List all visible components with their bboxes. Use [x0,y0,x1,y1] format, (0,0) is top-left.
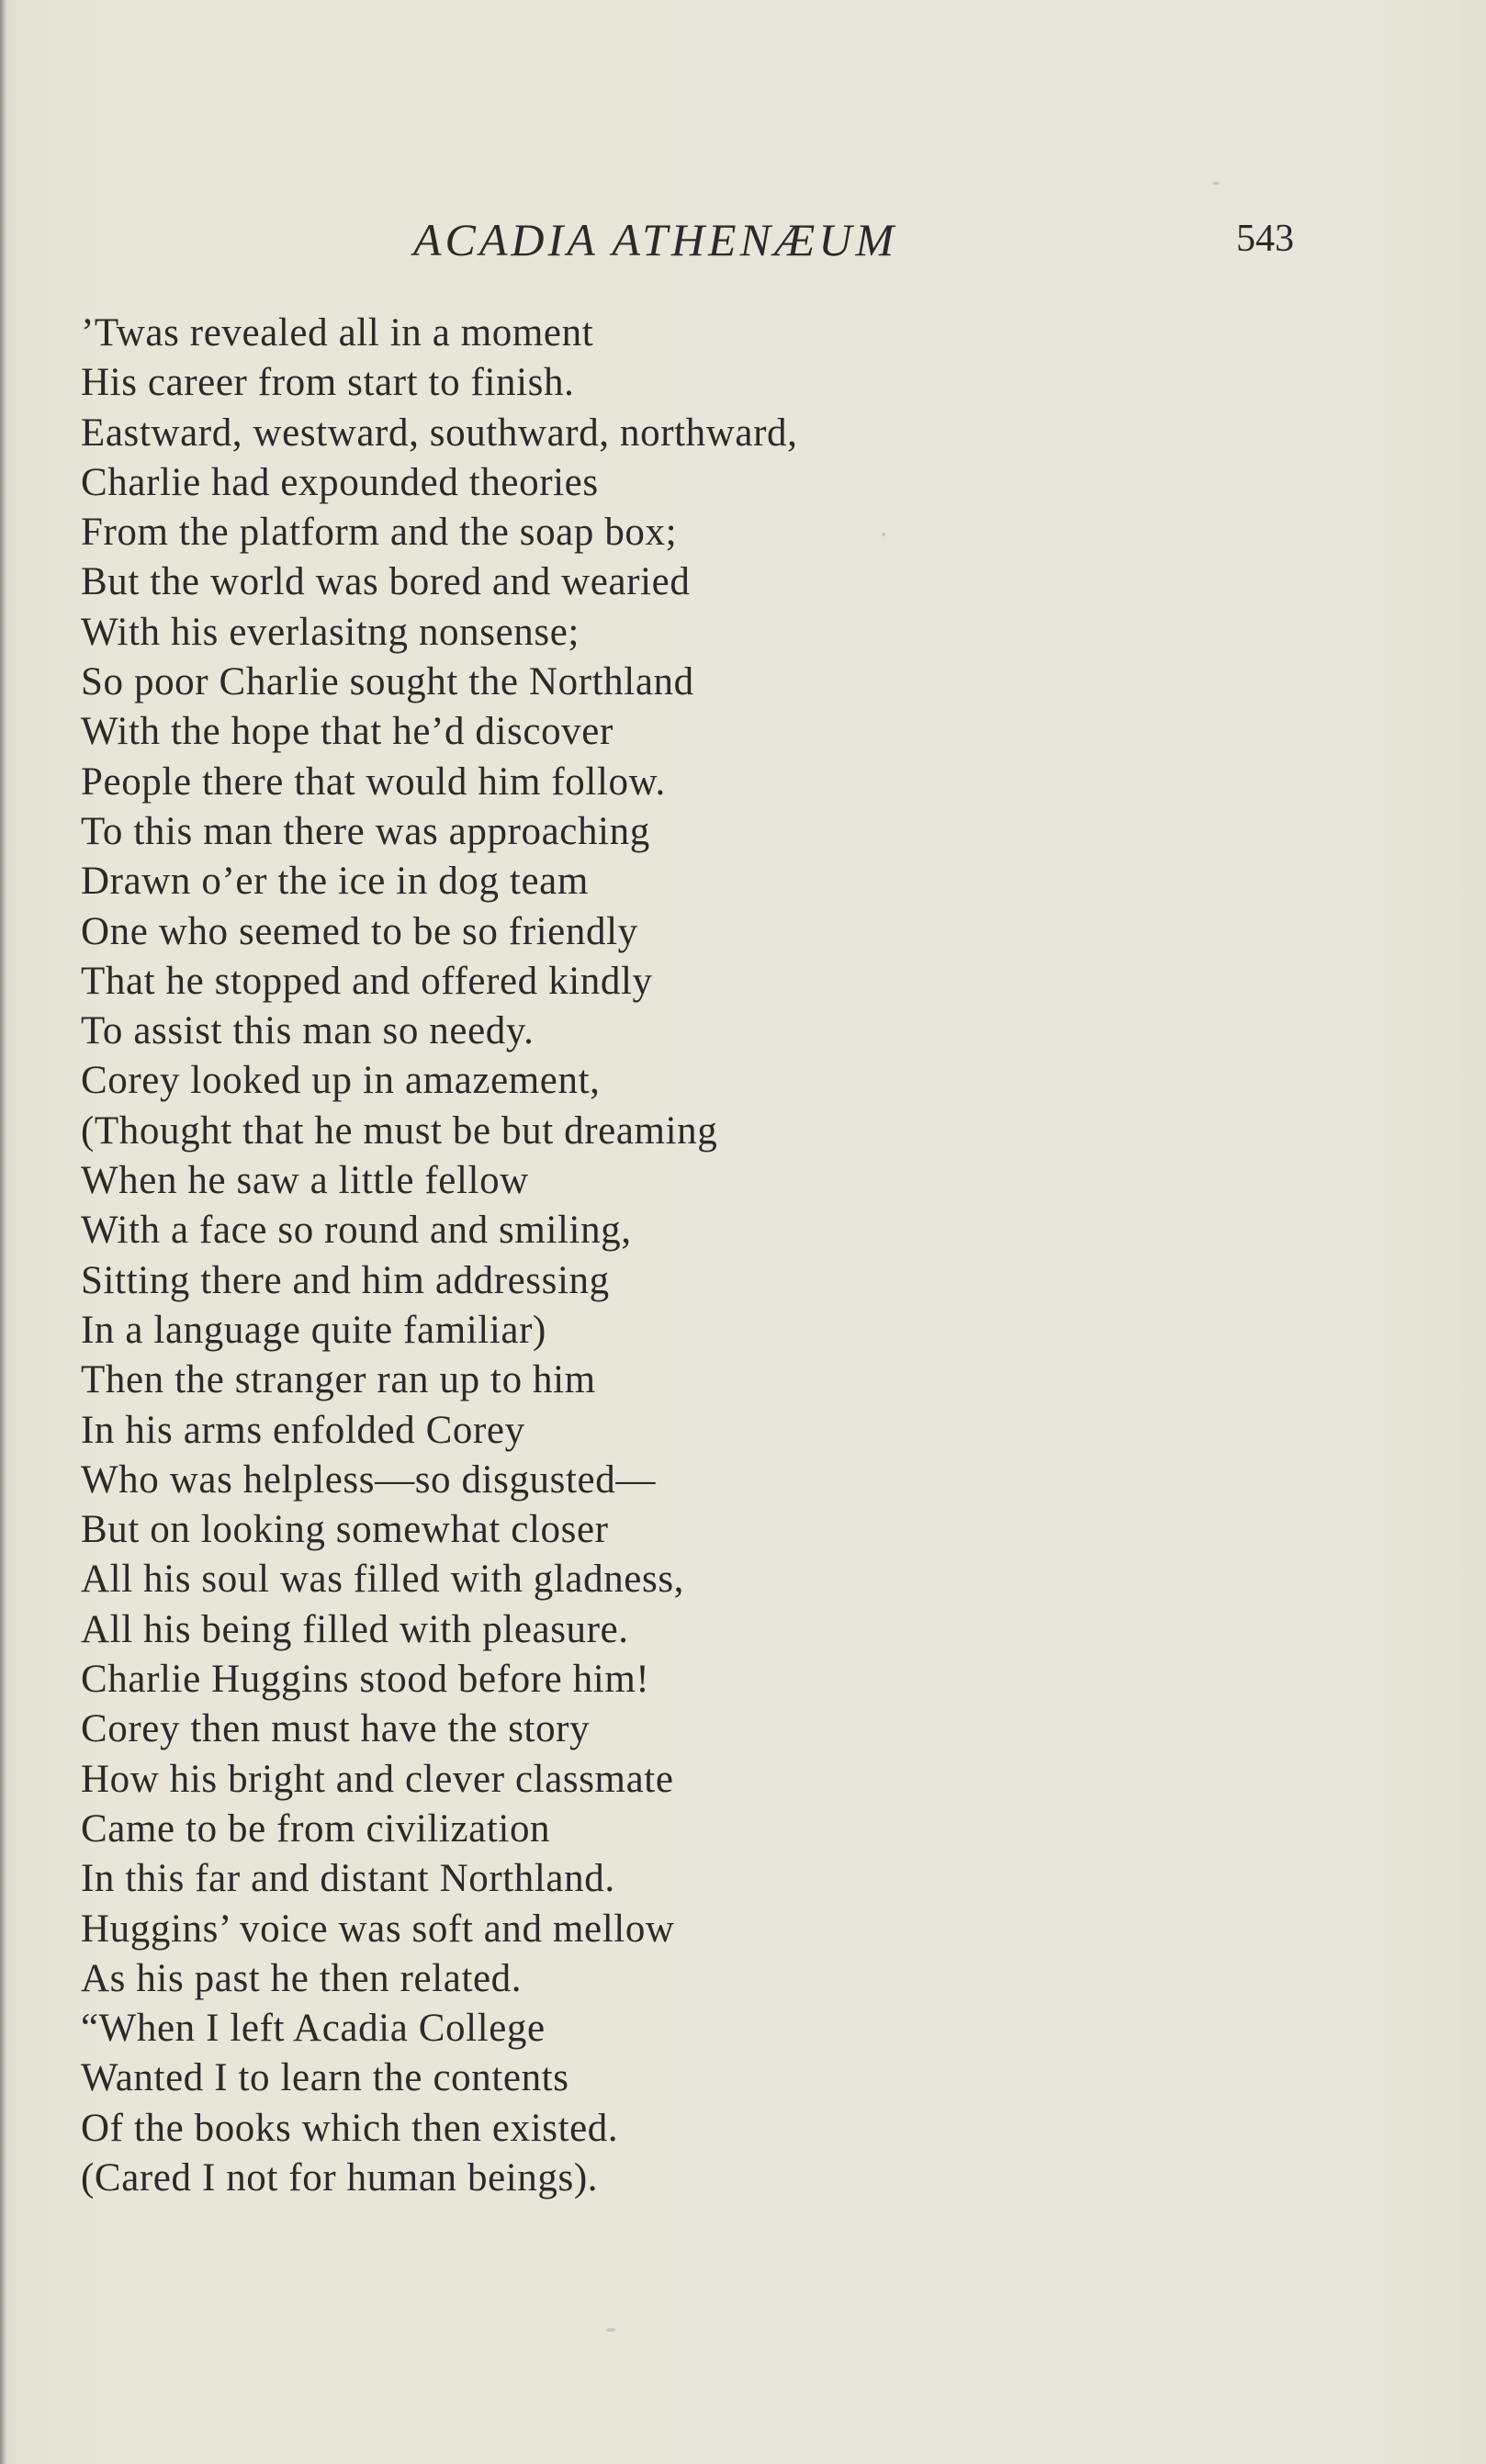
poem-line: To assist this man so needy. [81,1009,535,1053]
poem-line: Sitting there and him addressing [81,1258,610,1302]
poem-line: To this man there was approaching [81,809,650,853]
poem-line: How his bright and clever classmate [81,1757,674,1801]
poem-line: “When I left Acadia College [81,2007,546,2051]
running-title: ACADIA ATHENÆUM [413,214,898,265]
poem-line: ’Twas revealed all in a moment [81,311,594,354]
poem-text [81,309,1385,2203]
poem-line: Charlie Huggins stood before him! [81,1658,650,1702]
poem-line: Came to be from civilization [81,1806,551,1851]
poem-line: But the world was bored and wearied [81,560,691,604]
poem-line: With a face so round and smiling, [81,1209,632,1253]
poem-line: From the platform and the soap box; [81,511,678,555]
poem-line: Who was helpless—so disgusted— [81,1457,656,1502]
poem-line: So poor Charlie sought the Northland [81,660,694,704]
poem-line: All his being filled with pleasure. [81,1607,629,1651]
poem-line: One who seemed to be so friendly [81,909,638,953]
poem-line: Eastward, westward, southward, northward, [81,411,798,455]
poem-line: His career from start to finish. [81,361,575,405]
poem-line: But on looking somewhat closer [81,1508,609,1552]
poem-line: Drawn o’er the ice in dog team [81,860,589,904]
poem-line: People there that would him follow. [81,759,666,804]
poem-line: (Thought that he must be but dreaming [81,1108,718,1153]
poem-line: Corey looked up in amazement, [81,1059,601,1103]
poem-line: With the hope that he’d discover [81,710,614,754]
poem-line: (Cared I not for human beings). [81,2155,599,2200]
poem-line: All his soul was filled with gladness, [81,1558,685,1602]
poem-line: When he saw a little fellow [81,1159,529,1203]
paper-speck [606,2328,615,2332]
poem-line: Then the stranger ran up to him [81,1358,596,1402]
poem-line: In a language quite familiar) [81,1308,546,1352]
poem-line: Corey then must have the story [81,1707,591,1751]
paper-speck [1212,182,1220,185]
paper-speck [882,533,885,536]
poem-line: In his arms enfolded Corey [81,1408,525,1452]
poem-line: Wanted I to learn the contents [81,2056,569,2100]
poem-line: With his everlasitng nonsense; [81,610,580,654]
poem-line: Huggins’ voice was soft and mellow [81,1907,675,1951]
poem-line: That he stopped and offered kindly [81,959,653,1003]
poem-line: In this far and distant Northland. [81,1857,615,1901]
poem-line: Charlie had expounded theories [81,460,599,504]
page-gutter-shadow [0,0,7,2464]
page-header [0,213,1486,268]
poem-line: Of the books which then existed. [81,2106,619,2150]
poem-line: As his past he then related. [81,1956,523,2000]
page-number: 543 [1236,218,1294,260]
